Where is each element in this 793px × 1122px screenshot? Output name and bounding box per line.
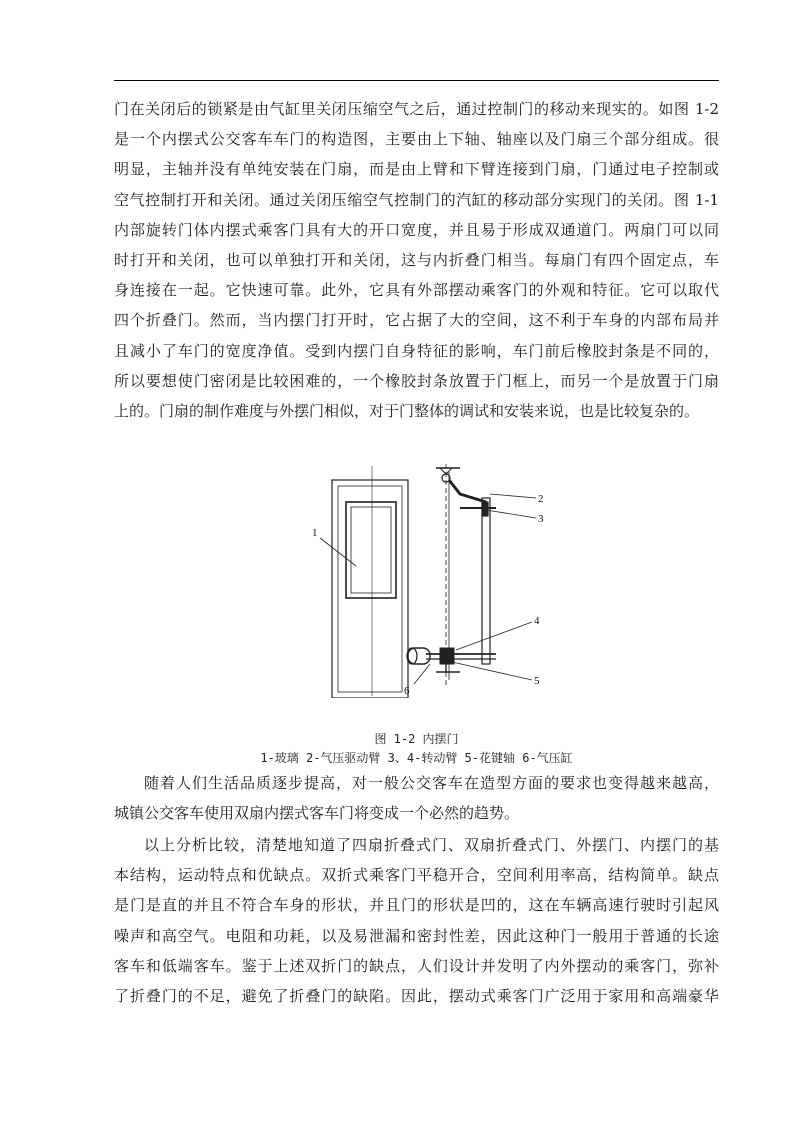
body-paragraph-1 — [114, 94, 719, 426]
text-line: 门在关闭后的锁紧是由气缸里关闭压缩空气之后，通过控制门的移动来现实的。如图 1-2 — [114, 100, 719, 118]
text-line: 了折叠门的不足，避免了折叠门的缺陷。因此，摆动式乘客门广泛用于家用和高端豪华 — [114, 987, 719, 1006]
body-paragraph-2 — [114, 768, 719, 828]
text-line: 所以要想使门密闭是比较困难的，一个橡胶封条放置于门框上，而另一个是放置于门扇 — [114, 371, 719, 390]
text-line: 时打开和关闭，也可以单独打开和关闭，这与内折叠门相当。每扇门有四个固定点，车 — [114, 251, 719, 270]
text-line: 身连接在一起。它快速可靠。此外，它具有外部摆动乘客门的外观和特征。它可以取代 — [114, 281, 719, 300]
text-line: 四个折叠门。然而，当内摆门打开时，它占据了大的空间，这不利于车身的内部布局并 — [114, 311, 719, 330]
figure-label-3: 3 — [538, 513, 544, 525]
figure-label-5: 5 — [534, 675, 540, 687]
text-line: 随着人们生活品质逐步提高，对一般公交客车在造型方面的要求也变得越来越高， — [144, 774, 719, 792]
body-paragraph-3 — [114, 830, 719, 1011]
text-line: 客车和低端客车。鉴于上述双折门的缺点，人们设计并发明了内外摆动的乘客门，弥补 — [114, 956, 719, 975]
figure-label-1: 1 — [312, 527, 318, 539]
pneumatic-cylinder — [408, 648, 430, 664]
text-line: 且减小了车门的宽度净值。受到内摆门自身特征的影响，车门前后橡胶封条是不同的， — [114, 341, 719, 360]
figure-label-6: 6 — [404, 685, 410, 697]
figure-caption-title: 图 1-2 内摆门 — [374, 732, 459, 746]
text-line: 明显，主轴并没有单纯安装在门扇，而是由上臂和下臂连接到门扇，门通过电子控制或 — [114, 160, 719, 179]
text-line: 城镇公交客车使用双扇内摆式客车门将变成一个必然的趋势。 — [114, 804, 520, 823]
text-line: 空气控制打开和关闭。通过关闭压缩空气控制门的汽缸的移动部分实现门的关闭。图 1-1 — [114, 190, 719, 209]
figure-label-4: 4 — [534, 615, 540, 627]
text-line: 上的。门扇的制作难度与外摆门相似，对于门整体的调试和安装来说，也是比较复杂的。 — [114, 402, 700, 421]
text-line: 是一个内摆式公交客车车门的构造图，主要由上下轴、轴座以及门扇三个部分组成。很 — [114, 130, 719, 149]
text-line: 内部旋转门体内摆式乘客门具有大的开口宽度，并且易于形成双通道门。两扇门可以同 — [114, 220, 719, 239]
figure-caption-legend: 1-玻璃 2-气压驱动臂 3、4-转动臂 5-花键轴 6-气压缸 — [260, 751, 573, 765]
text-line: 噪声和高空气。电阻和功耗，以及易泄漏和密封性差，因此这种门一般用于普通的长途 — [114, 926, 719, 945]
text-line: 以上分析比较，清楚地知道了四扇折叠式门、双扇折叠式门、外摆门、内摆门的基 — [144, 836, 719, 854]
header-rule — [114, 80, 719, 81]
text-line: 本结构，运动特点和优缺点。双折式乘客门平稳开合，空间利用率高，结构简单。缺点 — [114, 866, 719, 885]
pneumatic-drive-arm — [449, 480, 486, 502]
door-diagram-figure — [300, 458, 560, 698]
glass-window — [346, 502, 396, 598]
figure-label-2: 2 — [538, 493, 544, 505]
text-line: 是门是直的并且不符合车身的形状，并且门的形状是凹的，这在车辆高速行驶时引起风 — [114, 896, 719, 915]
